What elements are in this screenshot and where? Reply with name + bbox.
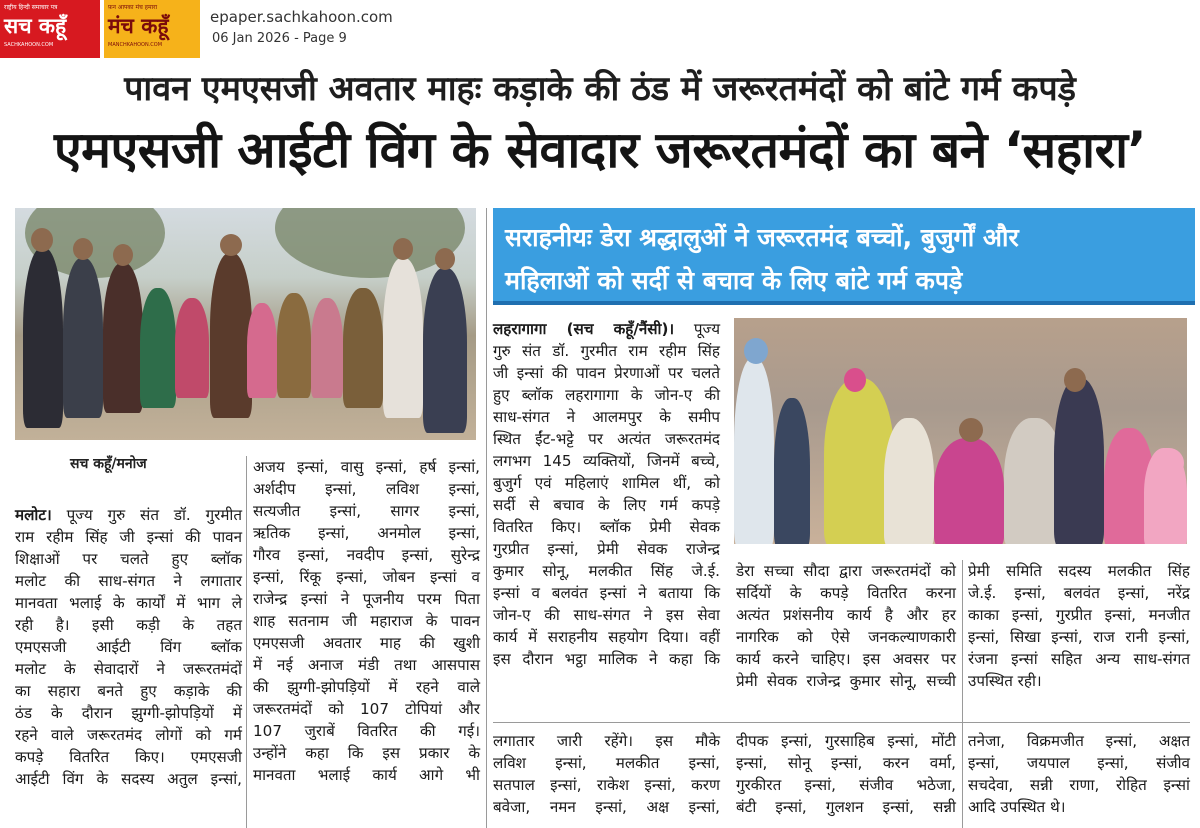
- article-line: एमएसजी अवतार माह की खुशी: [253, 634, 480, 652]
- logo-url: MANCHKAHOON.COM: [108, 42, 163, 48]
- group-photo-left: [15, 208, 476, 440]
- article-line: नागरिक को ऐसे जनकल्याणकारी: [736, 628, 956, 646]
- article-line: रही है। इसी कड़ी के तहत: [15, 616, 242, 634]
- article-line: बुजुर्ग एवं महिलाएं शामिल थीं, को: [493, 474, 720, 492]
- article-line: सर्दियों के कपड़े वितरित करना: [736, 584, 956, 602]
- article-line: जरूरतमंदों को 107 टोपियां और: [253, 700, 480, 718]
- article-line: मलोट की साध-संगत ने लगातार: [15, 572, 242, 590]
- article-line: शिक्षाओं पर चलते हुए ब्लॉक: [15, 550, 242, 568]
- article-line: डेरा सच्चा सौदा द्वारा जरूरतमंदों को: [736, 562, 956, 580]
- sach-kahoon-logo[interactable]: [0, 0, 100, 58]
- article-line: में नई अनाज मंडी तथा आसपास: [253, 656, 480, 674]
- banner-line-1: सराहनीयः डेरा श्रद्धालुओं ने जरूरतमंद बच्चों, बुजुर्गों और: [505, 223, 1019, 252]
- article-line: तनेजा, विक्रमजीत इन्सां, अक्षत: [968, 732, 1190, 750]
- kicker-headline: पावन एमएसजी अवतार माहः कड़ाके की ठंड में जरूरतमंदों को बांटे गर्म कपड़े: [124, 69, 1076, 109]
- article-line: लगातार जारी रहेंगे। इस मौके: [493, 732, 720, 750]
- article-line: जोन-ए की साध-संगत ने इस सेवा: [493, 606, 720, 624]
- article-column-1: [15, 504, 242, 790]
- section-divider: [493, 722, 1190, 723]
- edition-date-page: 06 Jan 2026 - Page 9: [212, 31, 347, 46]
- banner-line-2: महिलाओं को सर्दी से बचाव के लिए बांटे गर्म कपड़े: [505, 266, 963, 295]
- article-line: मानवता भलाई कार्य आगे भी: [253, 766, 480, 784]
- article-line: ऋतिक इन्सां, अनमोल इन्सां,: [253, 524, 480, 542]
- article-column-3: [493, 318, 720, 670]
- article-line: सतपाल इन्सां, राकेश इन्सां, करण: [493, 776, 720, 794]
- article-line: अर्शदीप इन्सां, लविश इन्सां,: [253, 480, 480, 498]
- article-column-4: [736, 560, 956, 692]
- article-line: गुरप्रीत इन्सां, प्रेमी सेवक राजेन्द्र: [493, 540, 720, 558]
- logo-name: मंच कहूँ: [108, 14, 169, 38]
- article-line: दीपक इन्सां, गुरसाहिब इन्सां, मोंटी: [736, 732, 956, 750]
- article-line: की झुग्गी-झोपड़ियों में रहने वाले: [253, 678, 480, 696]
- article-line: शाह सतनाम जी महाराज के पावन: [253, 612, 480, 630]
- article-line: लविश इन्सां, मलकीत इन्सां,: [493, 754, 720, 772]
- article-line: गुरकीरत इन्सां, संजीव भठेजा,: [736, 776, 956, 794]
- article-line: साध-संगत ने आलमपुर के समीप: [493, 408, 720, 426]
- article-line: सर्दी से बचाव के लिए गर्म कपड़े: [493, 496, 720, 514]
- epaper-url[interactable]: epaper.sachkahoon.com: [210, 8, 393, 26]
- article-line: इस दौरान भट्ठा मालिक ने कहा कि: [493, 650, 720, 668]
- article-column-5-bottom: [968, 730, 1190, 818]
- article-line: राजेन्द्र इन्सां ने पूजनीय परम पिता: [253, 590, 480, 608]
- article-line: आदि उपस्थित थे।: [968, 798, 1066, 816]
- article-line: कुमार सोनू, मलकीत सिंह जे.ई.: [493, 562, 720, 580]
- logo-tagline: राष्ट्रीय हिन्दी समाचार पत्र: [4, 4, 58, 11]
- article-line: पूज्य गुरु संत डॉ. गुरमीत: [66, 506, 243, 524]
- article-line: ठंड के दौरान झुग्गी-झोपड़ियों में: [15, 704, 242, 722]
- article-line: पूज्य: [693, 320, 720, 338]
- logo-tagline: फ़न आपका मंच हमारा: [108, 4, 158, 11]
- article-column-4-bottom: [736, 730, 956, 818]
- article-line: रंजना इन्सां सहित अन्य साध-संगत: [968, 650, 1190, 668]
- logo-name: सच कहूँ: [4, 14, 67, 38]
- dateline: लहरागागा (सच कहूँ/नैंसी)।: [493, 320, 675, 338]
- column-divider: [962, 560, 963, 828]
- article-line: का सहारा बनते हुए कड़ाके की: [15, 682, 242, 700]
- article-line: स्थित ईंट-भट्टे पर अत्यंत जरूरतमंद: [493, 430, 720, 448]
- article-line: जी इन्सां की पावन प्रेरणाओं पर चलते: [493, 364, 720, 382]
- article-line: अजय इन्सां, वासु इन्सां, हर्ष इन्सां,: [253, 458, 480, 476]
- article-line: सत्यजीत इन्सां, सागर इन्सां,: [253, 502, 480, 520]
- article-line: वितरित किए। ब्लॉक प्रेमी सेवक: [493, 518, 720, 536]
- article-column-3-bottom: [493, 730, 720, 818]
- article-line: इन्सां व बलवंत इन्सां ने बताया कि: [493, 584, 720, 602]
- article-line: प्रेमी सेवक राजेन्द्र कुमार सोनू, सच्ची: [736, 672, 956, 690]
- article-line: कार्य करने चाहिए। इस अवसर पर: [736, 650, 956, 668]
- article-column-2: [253, 456, 480, 786]
- article-line: रहने वाले जरूरतमंद लोगों को गर्म: [15, 726, 242, 744]
- article-line: बंटी इन्सां, गुलशन इन्सां, सन्नी: [736, 798, 956, 816]
- article-line: आईटी विंग के सदस्य अतुल इन्सां,: [15, 770, 242, 788]
- dateline: मलोट।: [15, 506, 52, 524]
- column-divider: [486, 208, 487, 828]
- article-line: हुए ब्लॉक लहरागागा के जोन-ए की: [493, 386, 720, 404]
- article-column-5: [968, 560, 1190, 692]
- logo-url: SACHKAHOON.COM: [4, 42, 54, 48]
- article-line: गुरु संत डॉ. गुरमीत राम रहीम सिंह: [493, 342, 720, 360]
- article-line: सचदेवा, सन्नी राणा, रोहित इन्सां: [968, 776, 1190, 794]
- article-line: लगभग 145 व्यक्तियों, जिनमें बच्चे,: [493, 452, 720, 470]
- article-line: इन्सां, सोनू इन्सां, करन वर्मा,: [736, 754, 956, 772]
- column-divider: [246, 456, 247, 828]
- photo-credit: सच कहूँ/मनोज: [70, 456, 147, 472]
- article-line: प्रेमी समिति सदस्य मलकीत सिंह: [968, 562, 1190, 580]
- article-line: अत्यंत प्रशंसनीय कार्य है और हर: [736, 606, 956, 624]
- article-line: राम रहीम सिंह जी इन्सां की पावन: [15, 528, 242, 546]
- distribution-photo-right: [734, 318, 1187, 544]
- main-headline: एमएसजी आईटी विंग के सेवादार जरूरतमंदों का बने ‘सहारा’: [53, 121, 1147, 179]
- masthead: [0, 0, 1200, 62]
- sub-story-banner: [493, 208, 1195, 305]
- article-line: काका इन्सां, गुरप्रीत इन्सां, मनजीत: [968, 606, 1190, 624]
- article-line: मलोट के सेवादारों ने जरूरतमंदों: [15, 660, 242, 678]
- article-line: 107 जुराबें वितरित की गई।: [253, 722, 480, 740]
- article-line: उपस्थित रही।: [968, 672, 1042, 690]
- article-line: उन्होंने कहा कि इस प्रकार के: [253, 744, 480, 762]
- article-line: कपड़े वितरित किए। एमएसजी: [15, 748, 242, 766]
- article-line: कार्य में सराहनीय सहयोग दिया। वहीं: [493, 628, 720, 646]
- article-line: इन्सां, सिखा इन्सां, राज रानी इन्सां,: [968, 628, 1190, 646]
- article-line: जे.ई. इन्सां, बलवंत इन्सां, नरेंद्र: [968, 584, 1190, 602]
- article-line: गौरव इन्सां, नवदीप इन्सां, सुरेन्द्र: [253, 546, 480, 564]
- article-line: इन्सां, रिंकू इन्सां, जोबन इन्सां व: [253, 568, 480, 586]
- article-line: एमएसजी आईटी विंग ब्लॉक: [15, 638, 242, 656]
- manch-kahoon-logo[interactable]: [104, 0, 200, 58]
- article-line: बवेजा, नमन इन्सां, अक्ष इन्सां,: [493, 798, 720, 816]
- article-line: मानवता भलाई के कार्यों में भाग ले: [15, 594, 242, 612]
- article-line: इन्सां, जयपाल इन्सां, संजीव: [968, 754, 1190, 772]
